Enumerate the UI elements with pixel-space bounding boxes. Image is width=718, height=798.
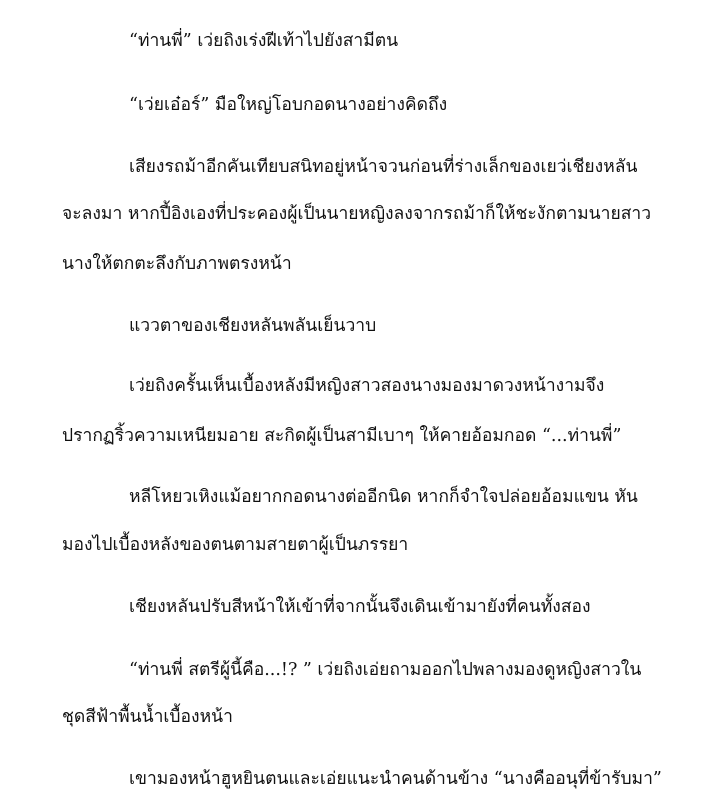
text-line-3: เสียงรถม้าอีกคันเทียบสนิทอยู่หน้าจวนก่อนที่ร่างเล็กของเยว่เชียงหลัน (129, 157, 638, 177)
text-line-6: แววตาของเชียงหลันพลันเย็นวาบ (129, 316, 377, 336)
text-line-13: ชุดสีฟ้าพื้นน้ำเบื้องหน้า (62, 707, 233, 727)
text-line-2: “เว่ยเอ๋อร์” มือใหญ่โอบกอดนางอย่างคิดถึง (129, 95, 448, 115)
text-line-7: เว่ยถิงครั้นเห็นเบื้องหลังมีหญิงสาวสองนางมองมาดวงหน้างามจึง (129, 376, 605, 396)
text-line-4: จะลงมา หากปี้อิงเองที่ประคองผู้เป็นนายหญิงลงจากรถม้าก็ให้ชะงักตามนายสาว (62, 204, 652, 224)
text-line-12: “ท่านพี่ สตรีผู้นี้คือ...!? ” เว่ยถิงเอ่ยถามออกไปพลางมองดูหญิงสาวใน (129, 660, 642, 680)
text-line-14: เขามองหน้าฮูหยินตนและเอ่ยแนะนำคนด้านข้าง “นางคืออนุที่ข้ารับมา” (129, 769, 662, 789)
text-line-10: มองไปเบื้องหลังของตนตามสายตาผู้เป็นภรรยา (62, 535, 409, 555)
text-line-9: หลีโหยวเหิงแม้อยากกอดนางต่ออีกนิด หากก็จำใจปล่อยอ้อมแขน หัน (129, 487, 638, 507)
text-line-5: นางให้ตกตะลึงกับภาพตรงหน้า (62, 254, 292, 274)
text-line-8: ปรากฏริ้วความเหนียมอาย สะกิดผู้เป็นสามีเบาๆ ให้คายอ้อมกอด “...ท่านพี่” (62, 426, 622, 446)
text-line-11: เชียงหลันปรับสีหน้าให้เข้าที่จากนั้นจึงเดินเข้ามายังที่คนทั้งสอง (129, 597, 591, 617)
text-line-1: “ท่านพี่” เว่ยถิงเร่งฝีเท้าไปยังสามีตน (129, 31, 399, 51)
